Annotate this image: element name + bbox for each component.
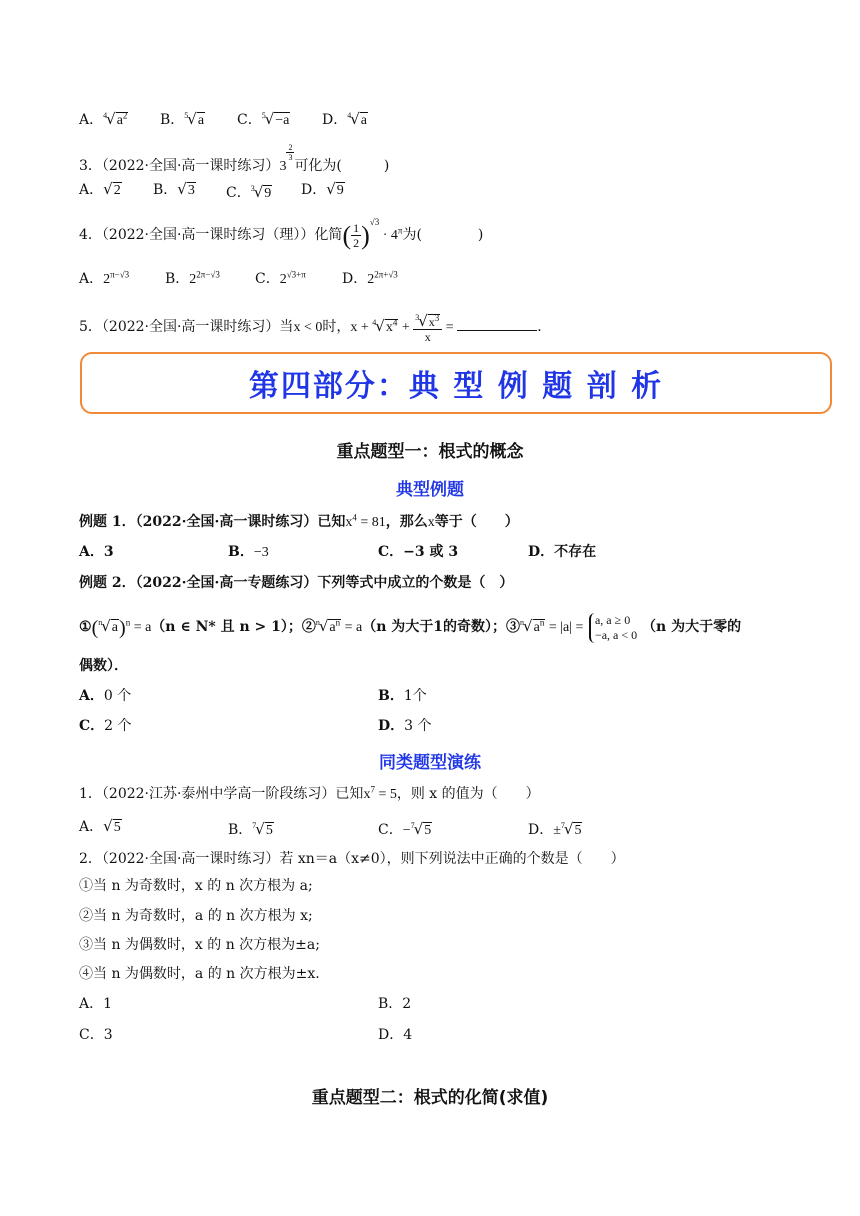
q3-option-d: D．√9 bbox=[301, 180, 344, 198]
practice-1: 1．（2022·江苏·泰州中学高一阶段练习）已知$x^7 = 5$，则 x 的值为（ ） bbox=[79, 784, 540, 802]
example-2-end: 偶数）． bbox=[79, 658, 128, 674]
p1-option-c: C．−$^7$√5 bbox=[378, 820, 432, 838]
ex2-option-a: A．0 个 bbox=[79, 688, 132, 704]
q2-option-a: A．$^4√a^2$ bbox=[79, 110, 128, 128]
ex1-option-d: D．不存在 bbox=[528, 544, 597, 560]
example-1: 例题 1．（2022·全国·高一课时练习）已知$x^4 = 81$，那么x等于（ ） bbox=[79, 512, 519, 530]
practice-2: 2．（2022·全国·高一课时练习）若 xn＝a（x≠0），则下列说法中正确的个数是（ ） bbox=[79, 851, 625, 867]
p2-statement-1: ①当 n 为奇数时，x 的 n 次方根为 a; bbox=[79, 878, 313, 894]
ex2-option-b: B．1个 bbox=[378, 688, 427, 704]
ex2-option-c: C．2 个 bbox=[79, 718, 132, 734]
q5-answer-blank[interactable] bbox=[457, 318, 537, 331]
ex1-option-b: B．−3 bbox=[228, 544, 269, 560]
p1-option-a: A．√5 bbox=[79, 817, 121, 835]
example-2: 例题 2．（2022·全国·高一专题练习）下列等式中成立的个数是（ ） bbox=[79, 575, 514, 591]
q3-option-a: A．√2 bbox=[79, 180, 121, 198]
q2-option-d: D．$^4$√a bbox=[322, 110, 368, 128]
question-4: 4．（2022·全国·高一课时练习（理））化简( $\frac{1}{2}$ )$^{√3} \cdot 4^\pi$为( ) bbox=[79, 217, 484, 251]
q4-option-b: B．$2^{2\pi-√3}$ bbox=[165, 269, 220, 287]
ex1-option-a: A．3 bbox=[79, 544, 114, 560]
p1-option-d: D．±$^7$√5 bbox=[528, 820, 582, 838]
q5-expression: $x + ^4√x^4$ + $\frac{^3√x^3}{x}$ = bbox=[350, 312, 458, 345]
section-1-subtitle: 典型例题 bbox=[396, 480, 464, 500]
section-1-title: 重点题型一：根式的概念 bbox=[336, 442, 524, 462]
p1-option-b: B．$^7$√5 bbox=[228, 820, 273, 838]
section-banner bbox=[80, 352, 832, 414]
p2-statement-4: ④当 n 为偶数时，a 的 n 次方根为±x. bbox=[79, 966, 320, 982]
q3-option-c: C．$^3$√9 bbox=[226, 183, 272, 201]
q4-expression: ( $\frac{1}{2}$ )$^{√3} \cdot 4^\pi$ bbox=[342, 217, 403, 251]
q3-option-b: B．√3 bbox=[153, 180, 195, 198]
banner-title: 第四部分：典 型 例 题 剖 析 bbox=[248, 369, 664, 404]
p2-option-d: D．4 bbox=[378, 1027, 413, 1043]
p2-option-a: A．1 bbox=[79, 996, 113, 1012]
question-3: 3．（2022·全国·高一课时练习）3 $\frac{2}{3}$ 可化为( ) bbox=[79, 143, 390, 174]
p2-statement-2: ②当 n 为奇数时，a 的 n 次方根为 x; bbox=[79, 908, 313, 924]
example-2-statements: $①(^n√a)^n = a(n$ ∈ N* 且 n > 1）；$②^n√a^n = a(n$ 为大于1的奇数）；$③^n√a^n = |a|$ = a, a ≥ 0 −a, a < 0 （n 为大于零的 bbox=[79, 612, 742, 642]
ex2-option-d: D．3 个 bbox=[378, 718, 432, 734]
p2-option-b: B．2 bbox=[378, 996, 412, 1012]
q2-option-c: C．$^5$√−a bbox=[237, 110, 290, 128]
p2-statement-3: ③当 n 为偶数时，x 的 n 次方根为±a; bbox=[79, 937, 320, 953]
q4-option-d: D．$2^{2\pi+√3}$ bbox=[342, 269, 398, 287]
p2-option-c: C．3 bbox=[79, 1027, 113, 1043]
q2-option-b: B．$^5$√a bbox=[160, 110, 205, 128]
q4-option-c: C．$2^{√3+\pi}$ bbox=[255, 269, 306, 287]
question-5: 5．（2022·全国·高一课时练习）当x < 0时，$x + ^4√x^4$ + $\frac{^3√x^3}{x}$ = ． bbox=[79, 312, 552, 345]
practice-subtitle: 同类题型演练 bbox=[379, 753, 481, 773]
section-2-title: 重点题型二：根式的化简(求值) bbox=[311, 1088, 549, 1108]
q4-option-a: A．$2^{\pi-√3}$ bbox=[79, 269, 130, 287]
q3-power: 3 $\frac{2}{3}$ bbox=[279, 143, 293, 174]
ex1-option-c: C．−3 或 3 bbox=[378, 544, 459, 560]
